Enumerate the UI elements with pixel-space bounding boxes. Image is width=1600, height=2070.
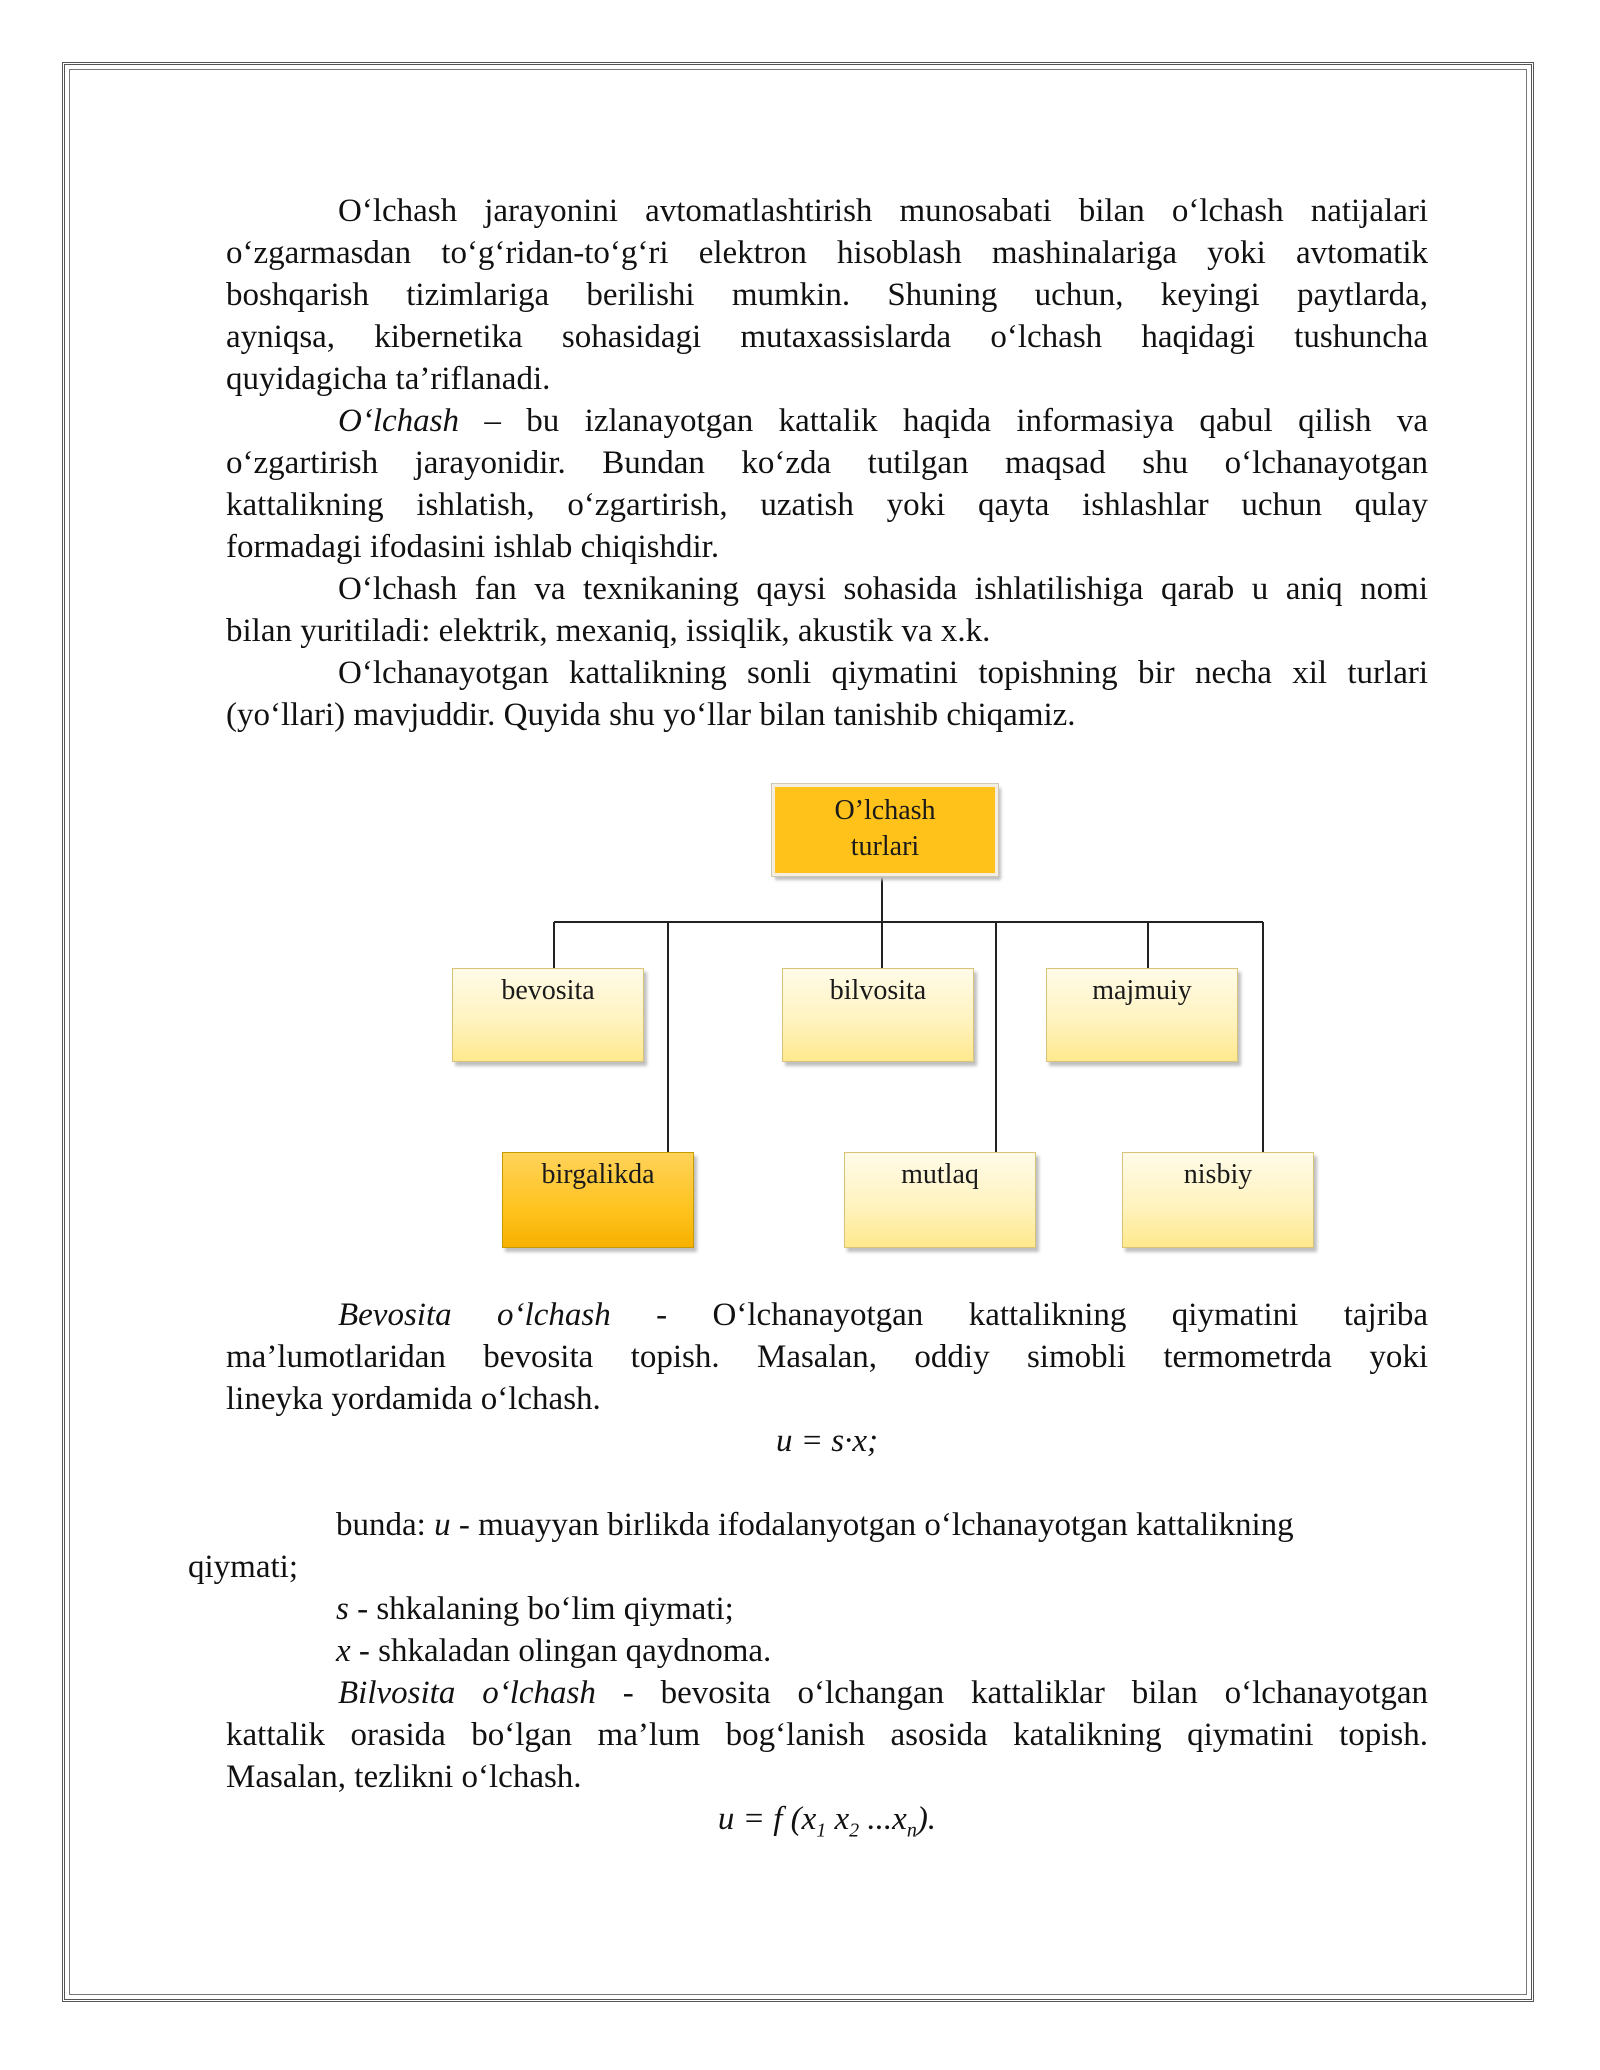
formula-2-mid-1: x [826,1801,850,1837]
where-x-symbol: x [336,1633,351,1669]
diagram-node-nisbiy: nisbiy [1122,1152,1314,1248]
paragraph-5 [226,1294,1428,1420]
paragraph-5-line-2: ma’lumotlaridan bevosita topish. Masalan, oddiy simobli termometrda yoki [226,1339,1428,1375]
paragraph-2-line-2: o‘zgartirish jarayonidir. Bundan ko‘zda tutilgan maqsad shu o‘lchanayotgan [226,445,1428,481]
where-u-line [188,1504,1428,1546]
paragraph-6-line-1 [226,1672,1428,1714]
where-s-line [188,1588,1428,1630]
paragraph-1-line-3: boshqarish tizimlariga berilishi mumkin. Shuning uchun, keyingi paytlarda, [226,277,1428,313]
formula-1 [226,1420,1428,1462]
paragraph-5-line-1 [226,1294,1428,1336]
paragraph-3-line-1: O‘lchash fan va texnikaning qaysi sohasida ishlatilishiga qarab u aniq nomi [338,571,1428,607]
diagram-root-box [772,784,998,876]
diagram-node-majmuiy: majmuiy [1046,968,1238,1062]
paragraph-1-line-5: quyidagicha ta’riflanadi. [226,361,551,397]
where-u-cont: qiymati; [188,1549,298,1585]
paragraph-1 [226,190,1428,400]
formula-2-sub-2: 2 [849,1819,860,1842]
paragraph-6 [226,1672,1428,1798]
where-s-symbol: s [336,1591,349,1627]
where-prefix: bunda: [336,1507,435,1543]
paragraph-5-line-1-rest: - O‘lchanayotgan kattalikning qiymatini tajriba [610,1297,1429,1333]
diagram-node-birgalikda: birgalikda [502,1152,694,1248]
paragraph-6-line-3: Masalan, tezlikni o‘lchash. [226,1759,582,1795]
paragraph-1-line-4: ayniqsa, kibernetika sohasidagi mutaxassislarda o‘lchash haqidagi tushuncha [226,319,1428,355]
term-bevosita-olchash: Bevosita o‘lchash [338,1297,611,1333]
formula-2-sub-n: n [906,1819,917,1842]
paragraph-2-line-4: formadagi ifodasini ishlab chiqishdir. [226,529,720,565]
formula-2-lhs: u = f (x [717,1801,817,1837]
diagram-node-mutlaq: mutlaq [844,1152,1036,1248]
paragraph-1-line-2: o‘zgarmasdan to‘g‘ridan-to‘g‘ri elektron hisoblash mashinalariga yoki avtomatik [226,235,1428,271]
paragraph-6-line-1-rest: - bevosita o‘lchangan kattaliklar bilan o‘lchanayotgan [595,1675,1429,1711]
where-s-text: - shkalaning bo‘lim qiymati; [348,1591,734,1627]
formula-2-end: ). [916,1801,937,1837]
where-x-text: - shkaladan olingan qaydnoma. [350,1633,772,1669]
term-bilvosita-olchash: Bilvosita o‘lchash [338,1675,596,1711]
term-olchash: O‘lchash [338,403,459,439]
paragraph-3-line-2: bilan yuritiladi: elektrik, mexaniq, issiqlik, akustik va x.k. [226,613,991,649]
formula-2 [226,1798,1428,1852]
paragraph-4 [226,652,1428,736]
paragraph-2-line-1 [226,400,1428,442]
diagram-root-line-1: O’lchash [834,795,936,826]
diagram-node-bilvosita: bilvosita [782,968,974,1062]
paragraph-4-line-2: (yo‘llari) mavjuddir. Quyida shu yo‘llar bilan tanishib chiqamiz. [226,697,1076,733]
formula-2-text [717,1801,937,1842]
paragraph-2-line-1-rest: – bu izlanayotgan kattalik haqida informasiya qabul qilish va [458,403,1428,439]
paragraph-1-line-1: O‘lchash jarayonini avtomatlashtirish munosabati bilan o‘lchash natijalari [338,193,1428,229]
formula-1-text: u = s·x; [776,1423,878,1459]
where-u-text: - muayyan birlikda ifodalanyotgan o‘lchanayotgan kattalikning [450,1507,1294,1543]
paragraph-6-line-2: kattalik orasida bo‘lgan ma’lum bog‘lanish asosida katalikning qiymatini topish. [226,1717,1428,1753]
paragraph-3 [226,568,1428,652]
paragraph-4-line-1: O‘lchanayotgan kattalikning sonli qiymatini topishning bir necha xil turlari [338,655,1428,691]
paragraph-5-line-3: lineyka yordamida o‘lchash. [226,1381,601,1417]
formula-2-mid-2: ...x [859,1801,907,1837]
diagram-node-bevosita: bevosita [452,968,644,1062]
where-block [188,1504,1428,1672]
formula-2-sub-1: 1 [816,1819,827,1842]
paragraph-2 [226,400,1428,568]
paragraph-2-line-3: kattalikning ishlatish, o‘zgartirish, uzatish yoki qayta ishlashlar uchun qulay [226,487,1428,523]
where-u-symbol: u [434,1507,451,1543]
diagram-root-line-2: turlari [850,831,920,862]
where-x-line [188,1630,1428,1672]
